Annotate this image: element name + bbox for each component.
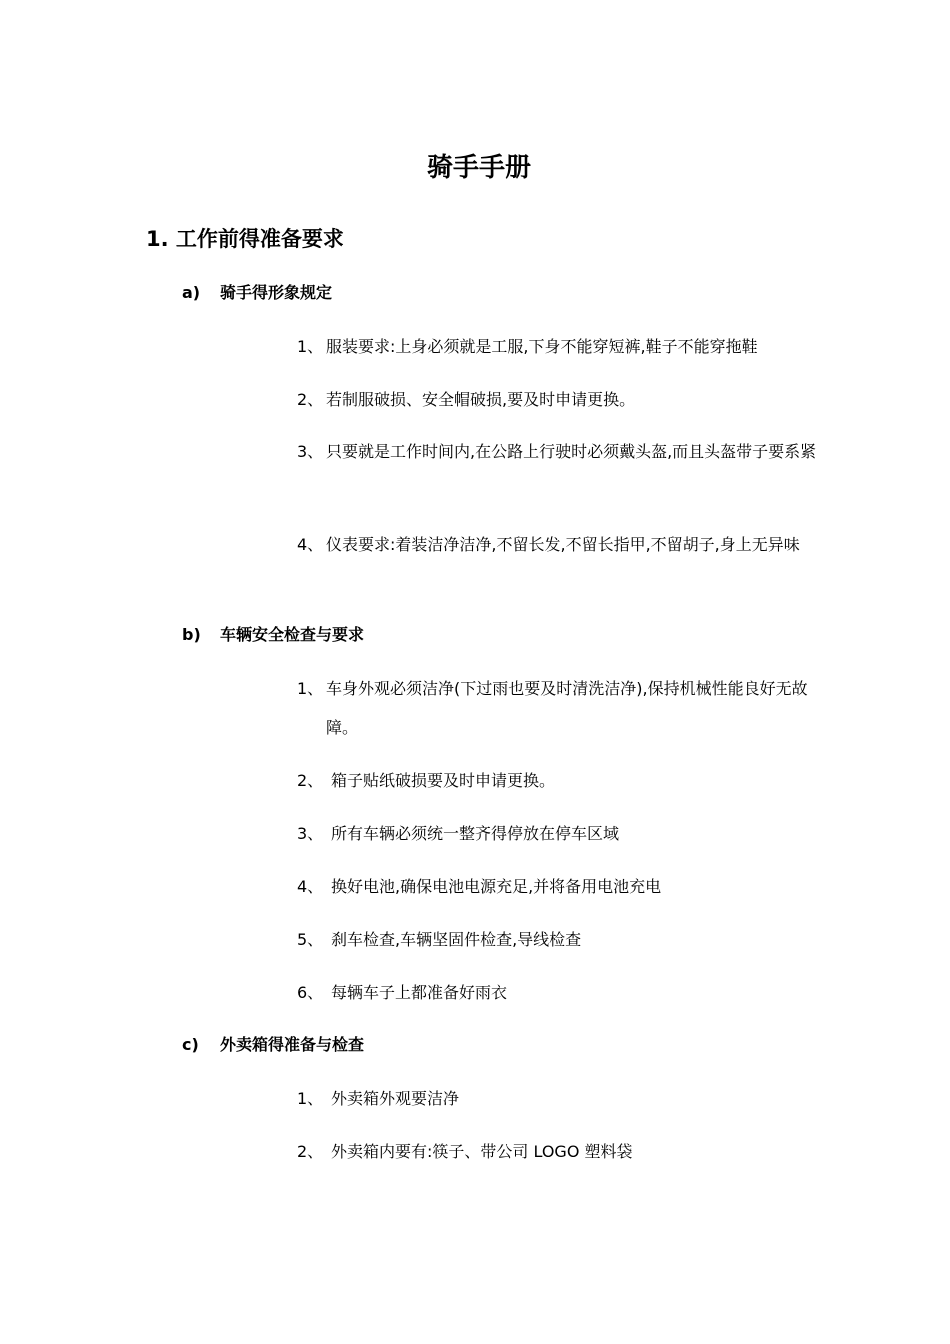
- list-item-text: 箱子贴纸破损要及时申请更换。: [331, 771, 556, 790]
- list-item-number: 5、: [297, 930, 324, 949]
- section-heading-1: 1. 工作前得准备要求: [146, 227, 344, 251]
- list-item: [297, 867, 817, 906]
- subsection-title: 骑手得形象规定: [220, 283, 333, 302]
- subsection-heading-c: [182, 1033, 364, 1057]
- list-item: [297, 669, 817, 747]
- list-item-number: 2、: [297, 390, 324, 409]
- list-item: [297, 761, 817, 800]
- subsection-heading-a: [182, 281, 332, 305]
- subsection-title: 车辆安全检查与要求: [220, 625, 365, 644]
- list-item-number: 4、: [297, 535, 324, 554]
- list-item-number: 6、: [297, 983, 324, 1002]
- list-item-text: 若制服破损、安全帽破损,要及时申请更换。: [326, 390, 636, 409]
- list-item: [297, 1132, 817, 1171]
- subsection-heading-b: [182, 623, 364, 647]
- list-item-text: 仪表要求:着装洁净洁净,不留长发,不留长指甲,不留胡子,身上无异味: [326, 535, 800, 554]
- list-item-text: 只要就是工作时间内,在公路上行驶时必须戴头盔,而且头盔带子要系紧: [326, 442, 817, 461]
- list-item-text: 车身外观必须洁净(下过雨也要及时清洗洁净),保持机械性能良好无故障。: [326, 679, 808, 737]
- list-item: [297, 814, 817, 853]
- list-item: [297, 327, 817, 366]
- list-item: [297, 920, 817, 959]
- list-item-text: 外卖箱内要有:筷子、带公司 LOGO 塑料袋: [331, 1142, 633, 1161]
- list-item: [297, 973, 817, 1012]
- list-item-number: 1、: [297, 679, 324, 698]
- list-item-number: 2、: [297, 771, 324, 790]
- document-title: 骑手手册: [426, 153, 531, 183]
- list-item-number: 3、: [297, 442, 324, 461]
- list-item: [297, 1079, 817, 1118]
- list-item-number: 1、: [297, 337, 324, 356]
- subsection-marker: b): [182, 625, 201, 644]
- list-item: [297, 380, 817, 419]
- list-item-text: 所有车辆必须统一整齐得停放在停车区域: [331, 824, 620, 843]
- list-item-number: 2、: [297, 1142, 324, 1161]
- list-item-text: 外卖箱外观要洁净: [331, 1089, 460, 1108]
- list-item-text: 服装要求:上身必须就是工服,下身不能穿短裤,鞋子不能穿拖鞋: [326, 337, 758, 356]
- list-item-number: 1、: [297, 1089, 324, 1108]
- subsection-title: 外卖箱得准备与检查: [220, 1035, 365, 1054]
- list-item-text: 每辆车子上都准备好雨衣: [331, 983, 508, 1002]
- subsection-marker: a): [182, 283, 201, 302]
- list-item: [297, 432, 817, 471]
- list-item: [297, 525, 817, 564]
- list-item-text: 换好电池,确保电池电源充足,并将备用电池充电: [331, 877, 662, 896]
- subsection-marker: c): [182, 1035, 199, 1054]
- list-item-number: 4、: [297, 877, 324, 896]
- list-item-text: 刹车检查,车辆坚固件检查,导线检查: [331, 930, 582, 949]
- list-item-number: 3、: [297, 824, 324, 843]
